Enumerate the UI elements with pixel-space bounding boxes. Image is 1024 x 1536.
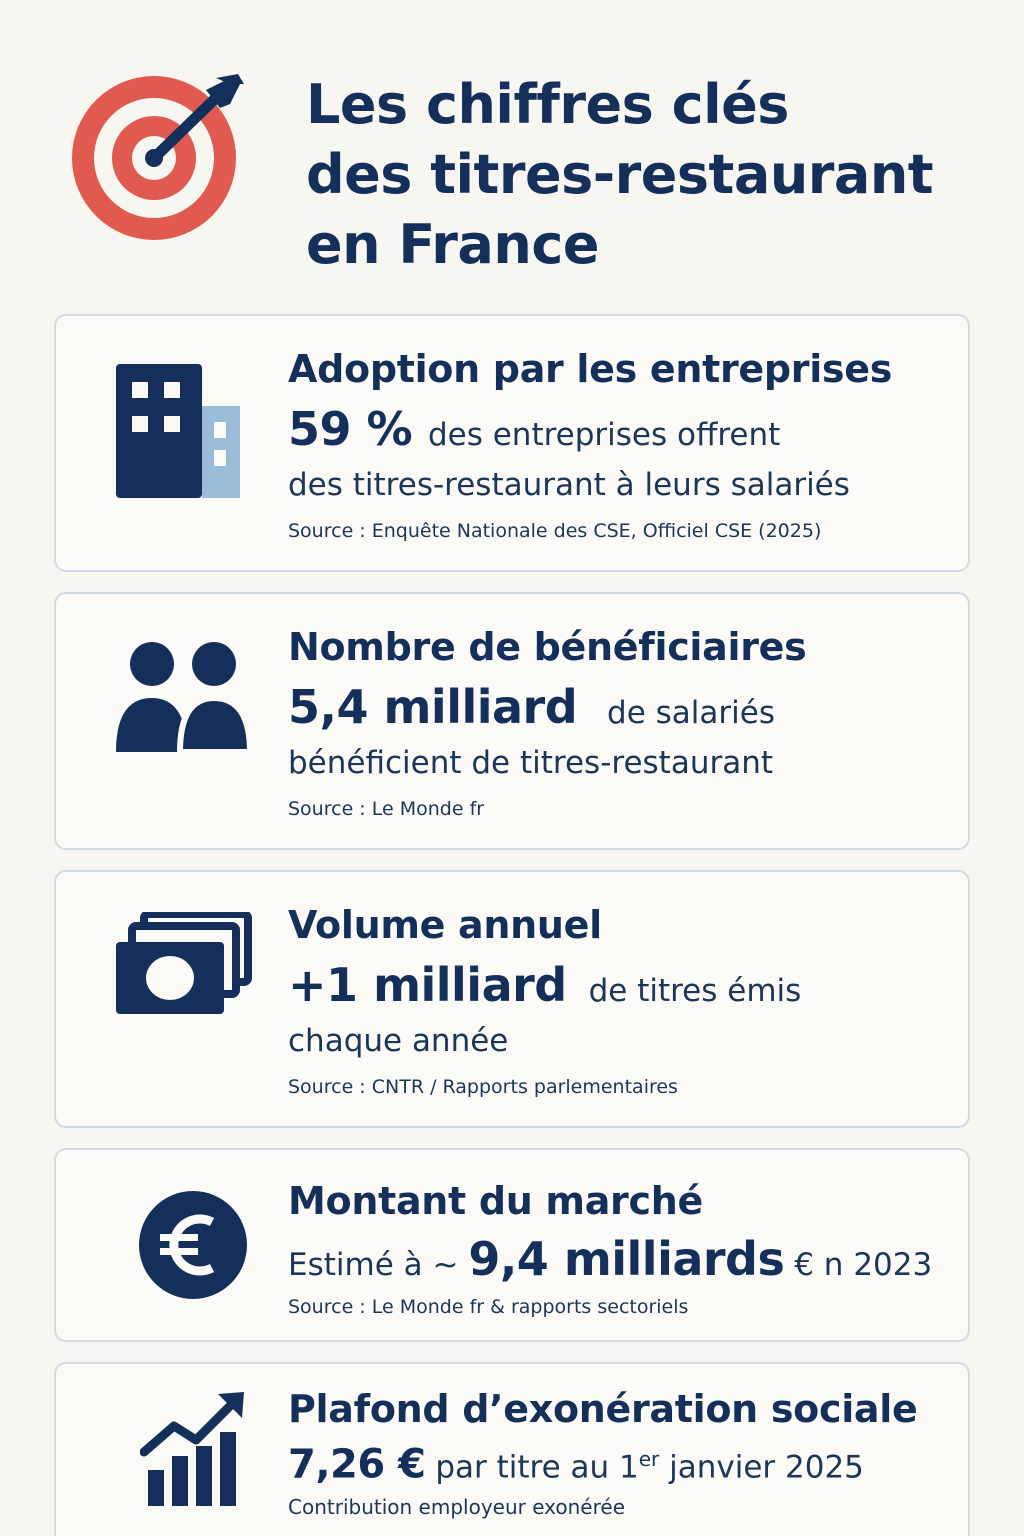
stat-text-2: des titres-restaurant à leurs salariés (288, 467, 850, 503)
title-line-3: en France (306, 213, 599, 276)
target-arrow-icon (70, 70, 250, 250)
stat-text: de titres émis (588, 973, 802, 1009)
stat-value: +1 milliard (288, 958, 567, 1012)
stat-text-date: janvier 2025 (659, 1449, 864, 1486)
card-beneficiaries (54, 592, 970, 850)
card-volume (54, 870, 970, 1128)
stat-text: par titre au 1 (435, 1449, 639, 1486)
source-text: Source : Enquête Nationale des CSE, Officiel CSE (2025) (288, 520, 822, 542)
note-text: Contribution employeur exonérée (288, 1495, 625, 1520)
growth-chart-icon (140, 1392, 250, 1512)
stat-text-2: bénéficient de titres-restaurant (288, 745, 774, 781)
building-icon (116, 360, 246, 500)
stat-value: 9,4 milliards (468, 1232, 785, 1286)
card-market (54, 1148, 970, 1342)
stat-value: 7,26 € (288, 1441, 426, 1488)
card-title: Adoption par les entreprises (288, 347, 893, 391)
card-title: Montant du marché (288, 1179, 703, 1223)
card-title: Nombre de bénéficiaires (288, 625, 807, 669)
people-icon (116, 642, 256, 762)
banknotes-icon (116, 912, 256, 1022)
stat-value: 5,4 milliard (288, 680, 578, 734)
stat-value: 59 % (288, 402, 413, 456)
euro-icon (138, 1190, 248, 1300)
card-title: Plafond d’exonération sociale (288, 1387, 918, 1431)
ordinal-suffix: er (638, 1447, 660, 1471)
stat-text-2: chaque année (288, 1023, 509, 1059)
title-line-1: Les chiffres clés (306, 73, 789, 136)
source-text: Source : Le Monde fr (288, 798, 485, 820)
stat-suffix: € n 2023 (794, 1247, 933, 1283)
card-adoption (54, 314, 970, 572)
header (0, 0, 1024, 300)
stat-prefix: Estimé à ~ (288, 1247, 459, 1283)
card-title: Volume annuel (288, 903, 602, 947)
card-exemption-cap (54, 1362, 970, 1536)
source-text: Source : Le Monde fr & rapports sectoriels (288, 1296, 689, 1318)
page-title (306, 70, 1006, 280)
title-line-2: des titres-restaurant (306, 143, 934, 206)
source-text: Source : CNTR / Rapports parlementaires (288, 1076, 678, 1098)
stat-text: de salariés (607, 695, 775, 731)
stat-text: des entreprises offrent (427, 417, 781, 453)
